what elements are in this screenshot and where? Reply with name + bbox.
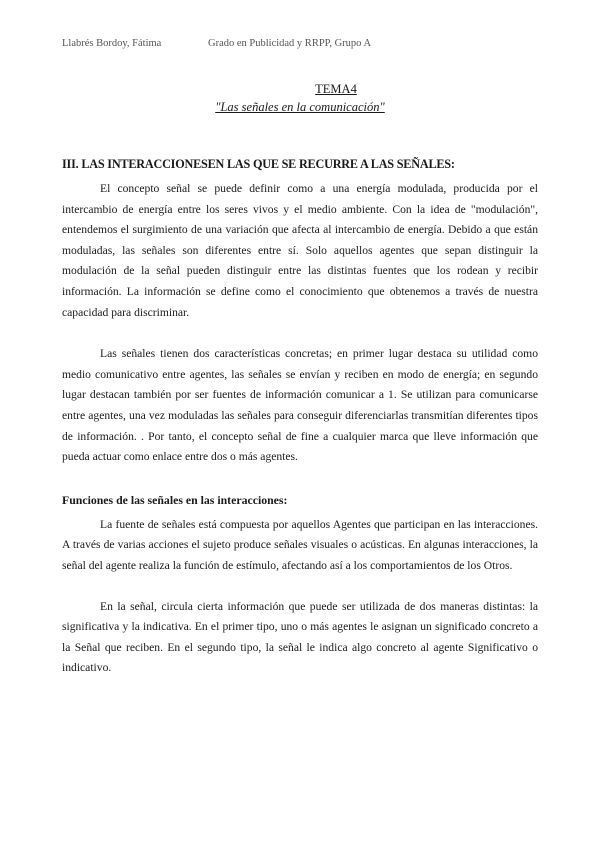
paragraph-signal-characteristics: Las señales tienen dos características concretas; en primer lugar destaca su utilidad como medio comunicativo entre agentes, las señales se envían y reciben en modo de energía; en segundo lugar destacan también por ser fuentes de información comunicar a 1. Se utilizan para comunicarse entre agentes, una vez moduladas las señales para conseguir diferenciarlas transmitían diferentes tipos de información. . Por tanto, el concepto señal de fine a cualquier marca que lleve información que pueda actuar como enlace entre dos o más agentes.: [62, 347, 538, 464]
paragraph-spacer: [62, 323, 538, 344]
paragraph-signal-definition: El concepto señal se puede definir como a una energía modulada, producida por el intercambio de energía entre los seres vivos y el medio ambiente. Con la idea de "modulación", entendemos el surgimiento de una variación que afecta al intercambio de energía. Debido a que están moduladas, las señales son diferentes entre sí. Solo aquellos agentes que sepan distinguir la modulación de la señal pueden distinguir entre las distintas fuentes que los rodean y recibir información. La información se define como el conocimiento que obtenemos a través de nuestra capacidad para discriminar.: [62, 182, 538, 319]
page-header: [62, 38, 372, 49]
functions-heading: Funciones de las señales en las interacciones:: [62, 492, 288, 507]
title-block: [0, 80, 600, 116]
section-heading: III. LAS INTERACCIONESEN LAS QUE SE RECURRE A LAS SEÑALES:: [62, 157, 455, 171]
topic-title: TEMA4: [315, 82, 357, 96]
paragraph-signal-source: La fuente de señales está compuesta por aquellos Agentes que participan en las interacciones. A través de varias acciones el sujeto produce señales visuales o acústicas. En algunas interacciones, la señal del agente realiza la función de estímulo, afectando así a los comportamientos de los Otros.: [62, 517, 538, 572]
paragraph-spacer: [62, 577, 538, 597]
document-body: [62, 154, 538, 679]
header-program: Grado en Publicidad y RRPP, Grupo A: [208, 38, 372, 49]
header-author: Llabrés Bordoy, Fátima: [62, 38, 162, 49]
topic-subtitle: "Las señales en la comunicación": [215, 100, 385, 114]
paragraph-signal-information: En la señal, circula cierta información que puede ser utilizada de dos maneras distintas: la significativa y la indicativa. En el primer tipo, uno o más agentes le asignan un significado concreto a la Señal que reciben. En el segundo tipo, la señal le indica algo concreto al agente Significativo o indicativo.: [62, 599, 538, 675]
paragraph-spacer: [62, 468, 538, 490]
